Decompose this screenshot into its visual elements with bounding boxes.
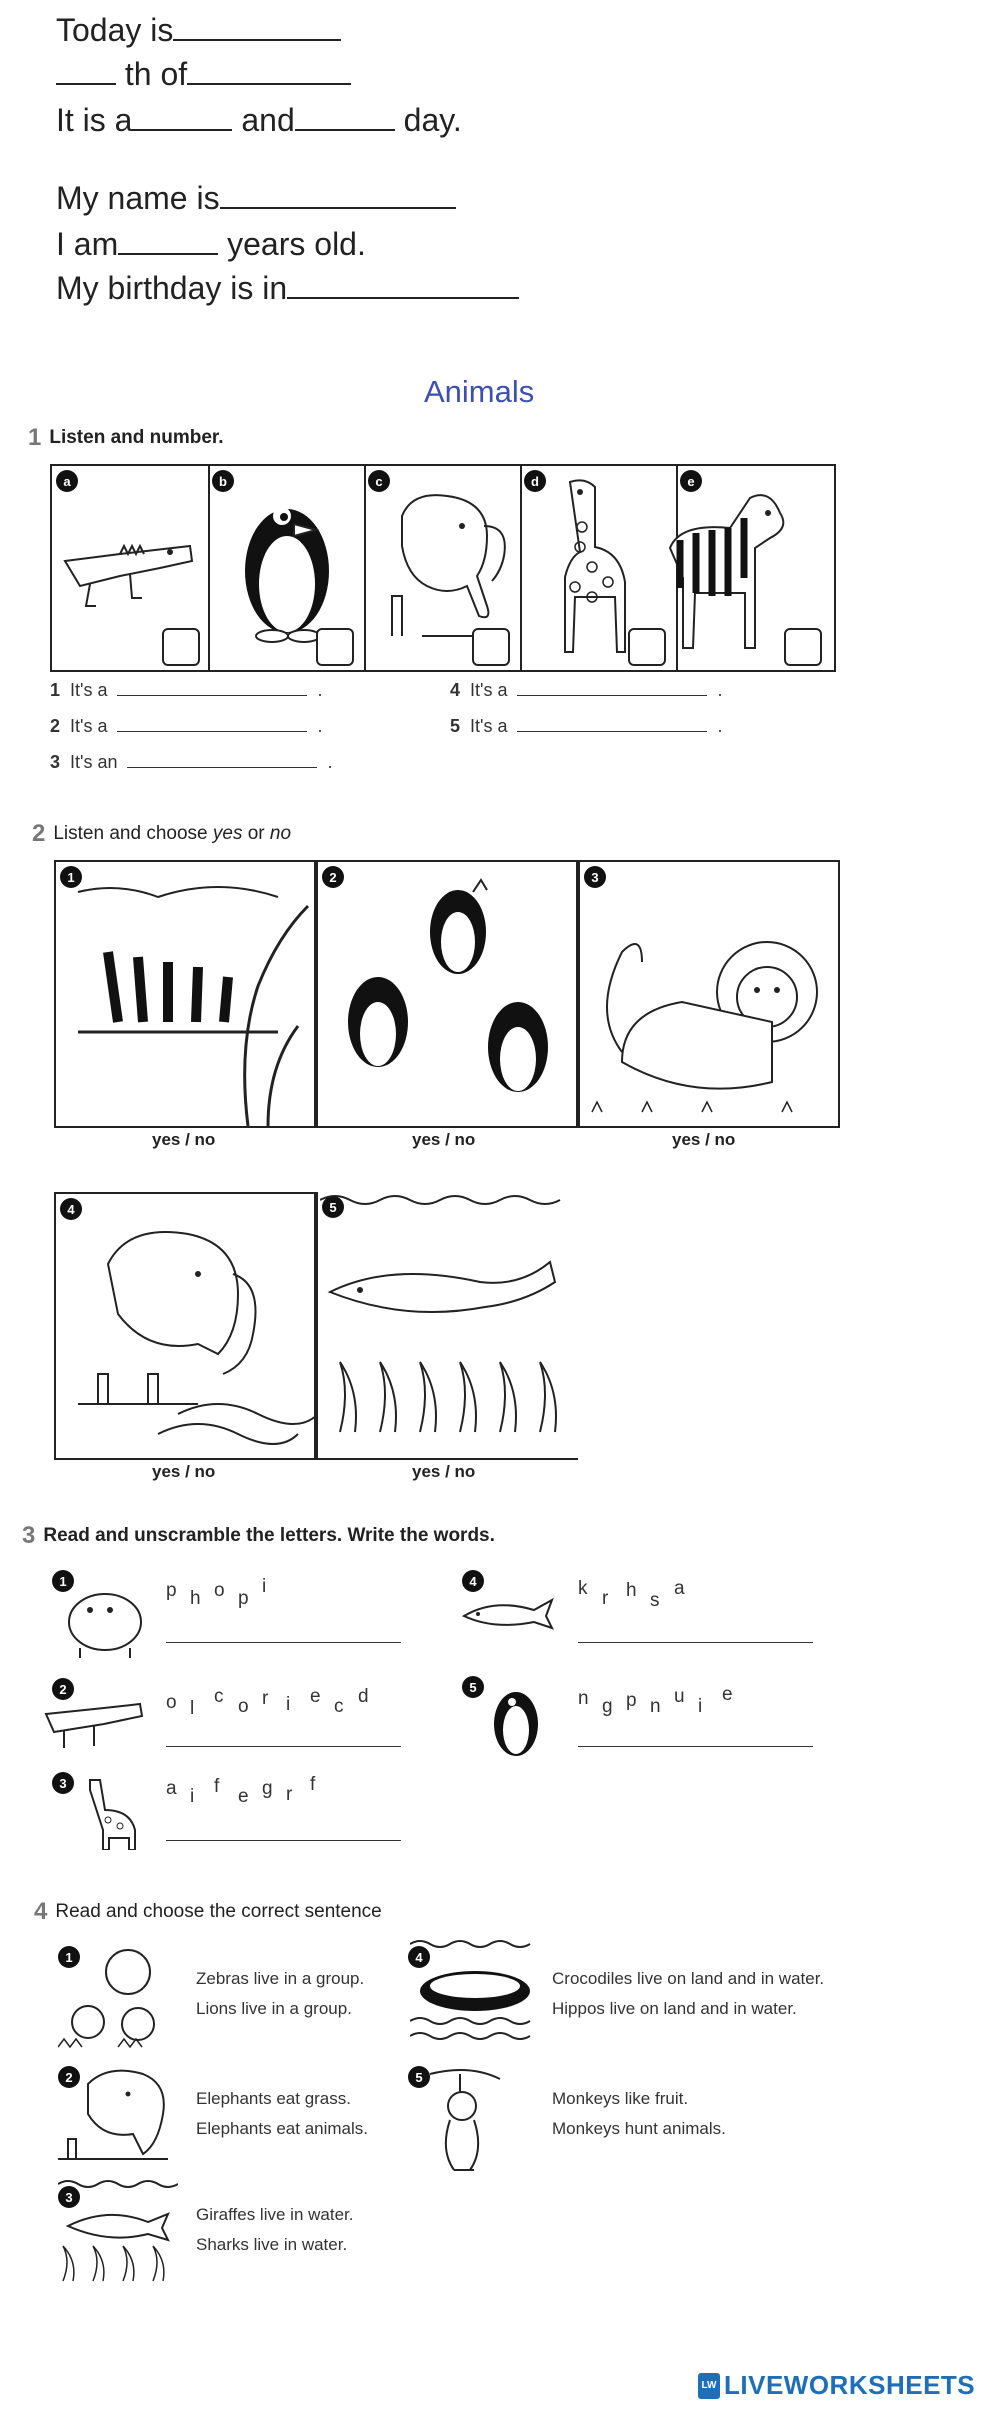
ex3-answer-line-4[interactable] xyxy=(578,1642,813,1643)
ex1-answer-box-a[interactable] xyxy=(162,628,200,666)
ex2-picture-4 xyxy=(54,1192,316,1460)
liveworksheets-logo-icon: LW xyxy=(698,2373,720,2399)
hippo-icon xyxy=(60,1580,150,1660)
age-blank[interactable] xyxy=(118,225,218,255)
ex2-badge-1: 1 xyxy=(60,866,82,888)
ex4-option-3a[interactable]: Giraffes live in water. xyxy=(196,2205,354,2224)
ex4-number: 4 xyxy=(34,1898,48,1925)
ex3-scramble-3: a i f e g r f xyxy=(166,1774,316,1807)
ex4-instruction xyxy=(34,1898,382,1926)
ex2-badge-2: 2 xyxy=(322,866,344,888)
ex2-yesno-4[interactable]: yes / no xyxy=(152,1462,216,1481)
ex2-yesno-1[interactable]: yes / no xyxy=(152,1130,216,1149)
name-blank[interactable] xyxy=(220,179,456,209)
weather-blank-2[interactable] xyxy=(295,101,395,131)
ex2-instruction xyxy=(32,820,291,848)
ex2-badge-3: 3 xyxy=(584,866,606,888)
ex4-option-5a[interactable]: Monkeys like fruit. xyxy=(552,2089,689,2108)
years-old-label: years old. xyxy=(227,226,366,262)
today-line xyxy=(56,8,341,52)
ex3-badge-1: 1 xyxy=(52,1570,74,1592)
birthday-line xyxy=(56,266,519,310)
elephant-illustration xyxy=(372,486,517,646)
ex4-badge-5: 5 xyxy=(408,2066,430,2088)
ex4-badge-1: 1 xyxy=(58,1946,80,1968)
ex1-line-3: 3 It's an . xyxy=(50,752,333,772)
it-is-a-label: It is a xyxy=(56,102,133,138)
ex4-option-2a[interactable]: Elephants eat grass. xyxy=(196,2089,351,2108)
ex1-answer-box-c[interactable] xyxy=(472,628,510,666)
i-am-label: I am xyxy=(56,226,119,262)
ex2-badge-5: 5 xyxy=(322,1196,344,1218)
ex2-yesno-5[interactable]: yes / no xyxy=(412,1462,476,1481)
giraffe-illustration xyxy=(530,472,640,662)
ex3-number: 3 xyxy=(22,1522,36,1549)
ex1-blank-2[interactable] xyxy=(117,731,307,732)
ex4-option-1a[interactable]: Zebras live in a group. xyxy=(196,1969,365,1988)
ex3-answer-line-5[interactable] xyxy=(578,1746,813,1747)
ex4-badge-2: 2 xyxy=(58,2066,80,2088)
ex4-options-2 xyxy=(196,2084,368,2144)
monkey-illustration xyxy=(420,2064,510,2184)
ex2-yesno-3[interactable]: yes / no xyxy=(672,1130,736,1149)
date-line xyxy=(56,52,351,96)
ex4-options-1 xyxy=(196,1964,364,2024)
weather-blank-1[interactable] xyxy=(132,101,232,131)
ex4-option-3b[interactable]: Sharks live in water. xyxy=(196,2235,348,2254)
weather-line xyxy=(56,98,462,142)
ex4-option-1b[interactable]: Lions live in a group. xyxy=(196,1999,352,2018)
and-label: and xyxy=(241,102,295,138)
penguin-icon xyxy=(488,1680,544,1760)
ex1-line-1: 1 It's a . xyxy=(50,680,323,700)
penguins-eating-illustration xyxy=(328,872,568,1122)
ex3-badge-2: 2 xyxy=(52,1678,74,1700)
elephant-at-water-illustration xyxy=(58,1204,314,1458)
day-label: day. xyxy=(403,102,462,138)
crocodile-illustration xyxy=(60,506,200,626)
ex2-yesno-2[interactable]: yes / no xyxy=(412,1130,476,1149)
ex1-blank-5[interactable] xyxy=(517,731,707,732)
ex3-instruction-text: Read and unscramble the letters. Write the words. xyxy=(43,1525,495,1546)
ex1-picture-strip xyxy=(50,464,836,672)
ex3-scramble-2: o l c o r i e c d xyxy=(166,1686,369,1719)
ex1-blank-4[interactable] xyxy=(517,695,707,696)
ex1-line-4: 4 It's a . xyxy=(450,680,723,700)
ex1-answer-box-b[interactable] xyxy=(316,628,354,666)
giraffe-icon xyxy=(80,1770,160,1850)
ex1-line-2: 2 It's a . xyxy=(50,716,323,736)
ex3-answer-line-3[interactable] xyxy=(166,1840,401,1841)
shark-icon xyxy=(460,1594,556,1634)
ex4-option-5b[interactable]: Monkeys hunt animals. xyxy=(552,2119,726,2138)
ex3-badge-5: 5 xyxy=(462,1676,484,1698)
ex1-line-5: 5 It's a . xyxy=(450,716,723,736)
ex2-picture-5 xyxy=(316,1192,578,1460)
crocodile-icon xyxy=(44,1684,144,1754)
ex4-options-3 xyxy=(196,2200,353,2260)
ex3-instruction xyxy=(22,1522,495,1550)
ex4-option-2b[interactable]: Elephants eat animals. xyxy=(196,2119,368,2138)
ex1-number: 1 xyxy=(28,424,42,451)
shark-sea-illustration xyxy=(58,2176,178,2286)
name-line xyxy=(56,176,456,220)
ex2-picture-2 xyxy=(316,860,578,1128)
ex3-badge-4: 4 xyxy=(462,1570,484,1592)
ex2-picture-3 xyxy=(578,860,840,1128)
ex3-badge-3: 3 xyxy=(52,1772,74,1794)
ex3-scramble-4: k r h s a xyxy=(578,1578,685,1611)
ex4-options-4 xyxy=(552,1964,824,2024)
ex4-option-4b[interactable]: Hippos live on land and in water. xyxy=(552,1999,797,2018)
zebra-in-tree-illustration xyxy=(58,882,314,1126)
ex3-scramble-5: n g p n u i e xyxy=(578,1684,733,1717)
ex4-badge-4: 4 xyxy=(408,1946,430,1968)
ex1-answer-box-d[interactable] xyxy=(628,628,666,666)
lion-illustration xyxy=(582,902,838,1122)
ex3-answer-line-2[interactable] xyxy=(166,1746,401,1747)
ex1-instruction xyxy=(28,424,224,452)
th-of-label: th of xyxy=(124,56,188,92)
today-blank[interactable] xyxy=(173,11,341,41)
today-label: Today is xyxy=(56,12,174,48)
ex4-instruction-text: Read and choose the correct sentence xyxy=(55,1901,382,1922)
ex1-badge-a: a xyxy=(56,470,78,492)
lions-group-illustration xyxy=(58,1942,178,2052)
ex1-blank-3[interactable] xyxy=(127,767,317,768)
zebra-illustration xyxy=(650,478,800,658)
ex1-instruction-text: Listen and number. xyxy=(49,427,224,448)
liveworksheets-logo xyxy=(698,2370,975,2401)
ex1-badge-c: c xyxy=(368,470,390,492)
ex3-answer-line-1[interactable] xyxy=(166,1642,401,1643)
ex2-picture-1 xyxy=(54,860,316,1128)
ex1-badge-e: e xyxy=(680,470,702,492)
birthday-blank[interactable] xyxy=(287,269,519,299)
ex1-badge-d: d xyxy=(524,470,546,492)
age-line xyxy=(56,222,366,266)
ex4-options-5 xyxy=(552,2084,726,2144)
liveworksheets-brand: LIVEWORKSHEETS xyxy=(724,2370,976,2400)
name-label: My name is xyxy=(56,180,220,216)
elephant-grass-illustration xyxy=(58,2064,178,2164)
ex2-badge-4: 4 xyxy=(60,1198,82,1220)
day-number-blank[interactable] xyxy=(56,55,116,85)
ex2-instruction-text: Listen and choose yes or no xyxy=(53,823,292,844)
ex4-option-4a[interactable]: Crocodiles live on land and in water. xyxy=(552,1969,825,1988)
ex1-answer-box-e[interactable] xyxy=(784,628,822,666)
ex1-badge-b: b xyxy=(212,470,234,492)
ex2-number: 2 xyxy=(32,820,46,847)
ex4-badge-3: 3 xyxy=(58,2186,80,2208)
month-blank[interactable] xyxy=(187,55,351,85)
page-title: Animals xyxy=(424,374,535,409)
dolphin-in-sea-illustration xyxy=(320,1192,576,1456)
ex1-blank-1[interactable] xyxy=(117,695,307,696)
penguin-illustration xyxy=(222,476,352,651)
hippo-water-illustration xyxy=(410,1936,540,2046)
ex3-scramble-1: p h o p i xyxy=(166,1576,267,1609)
birthday-label: My birthday is in xyxy=(56,270,288,306)
